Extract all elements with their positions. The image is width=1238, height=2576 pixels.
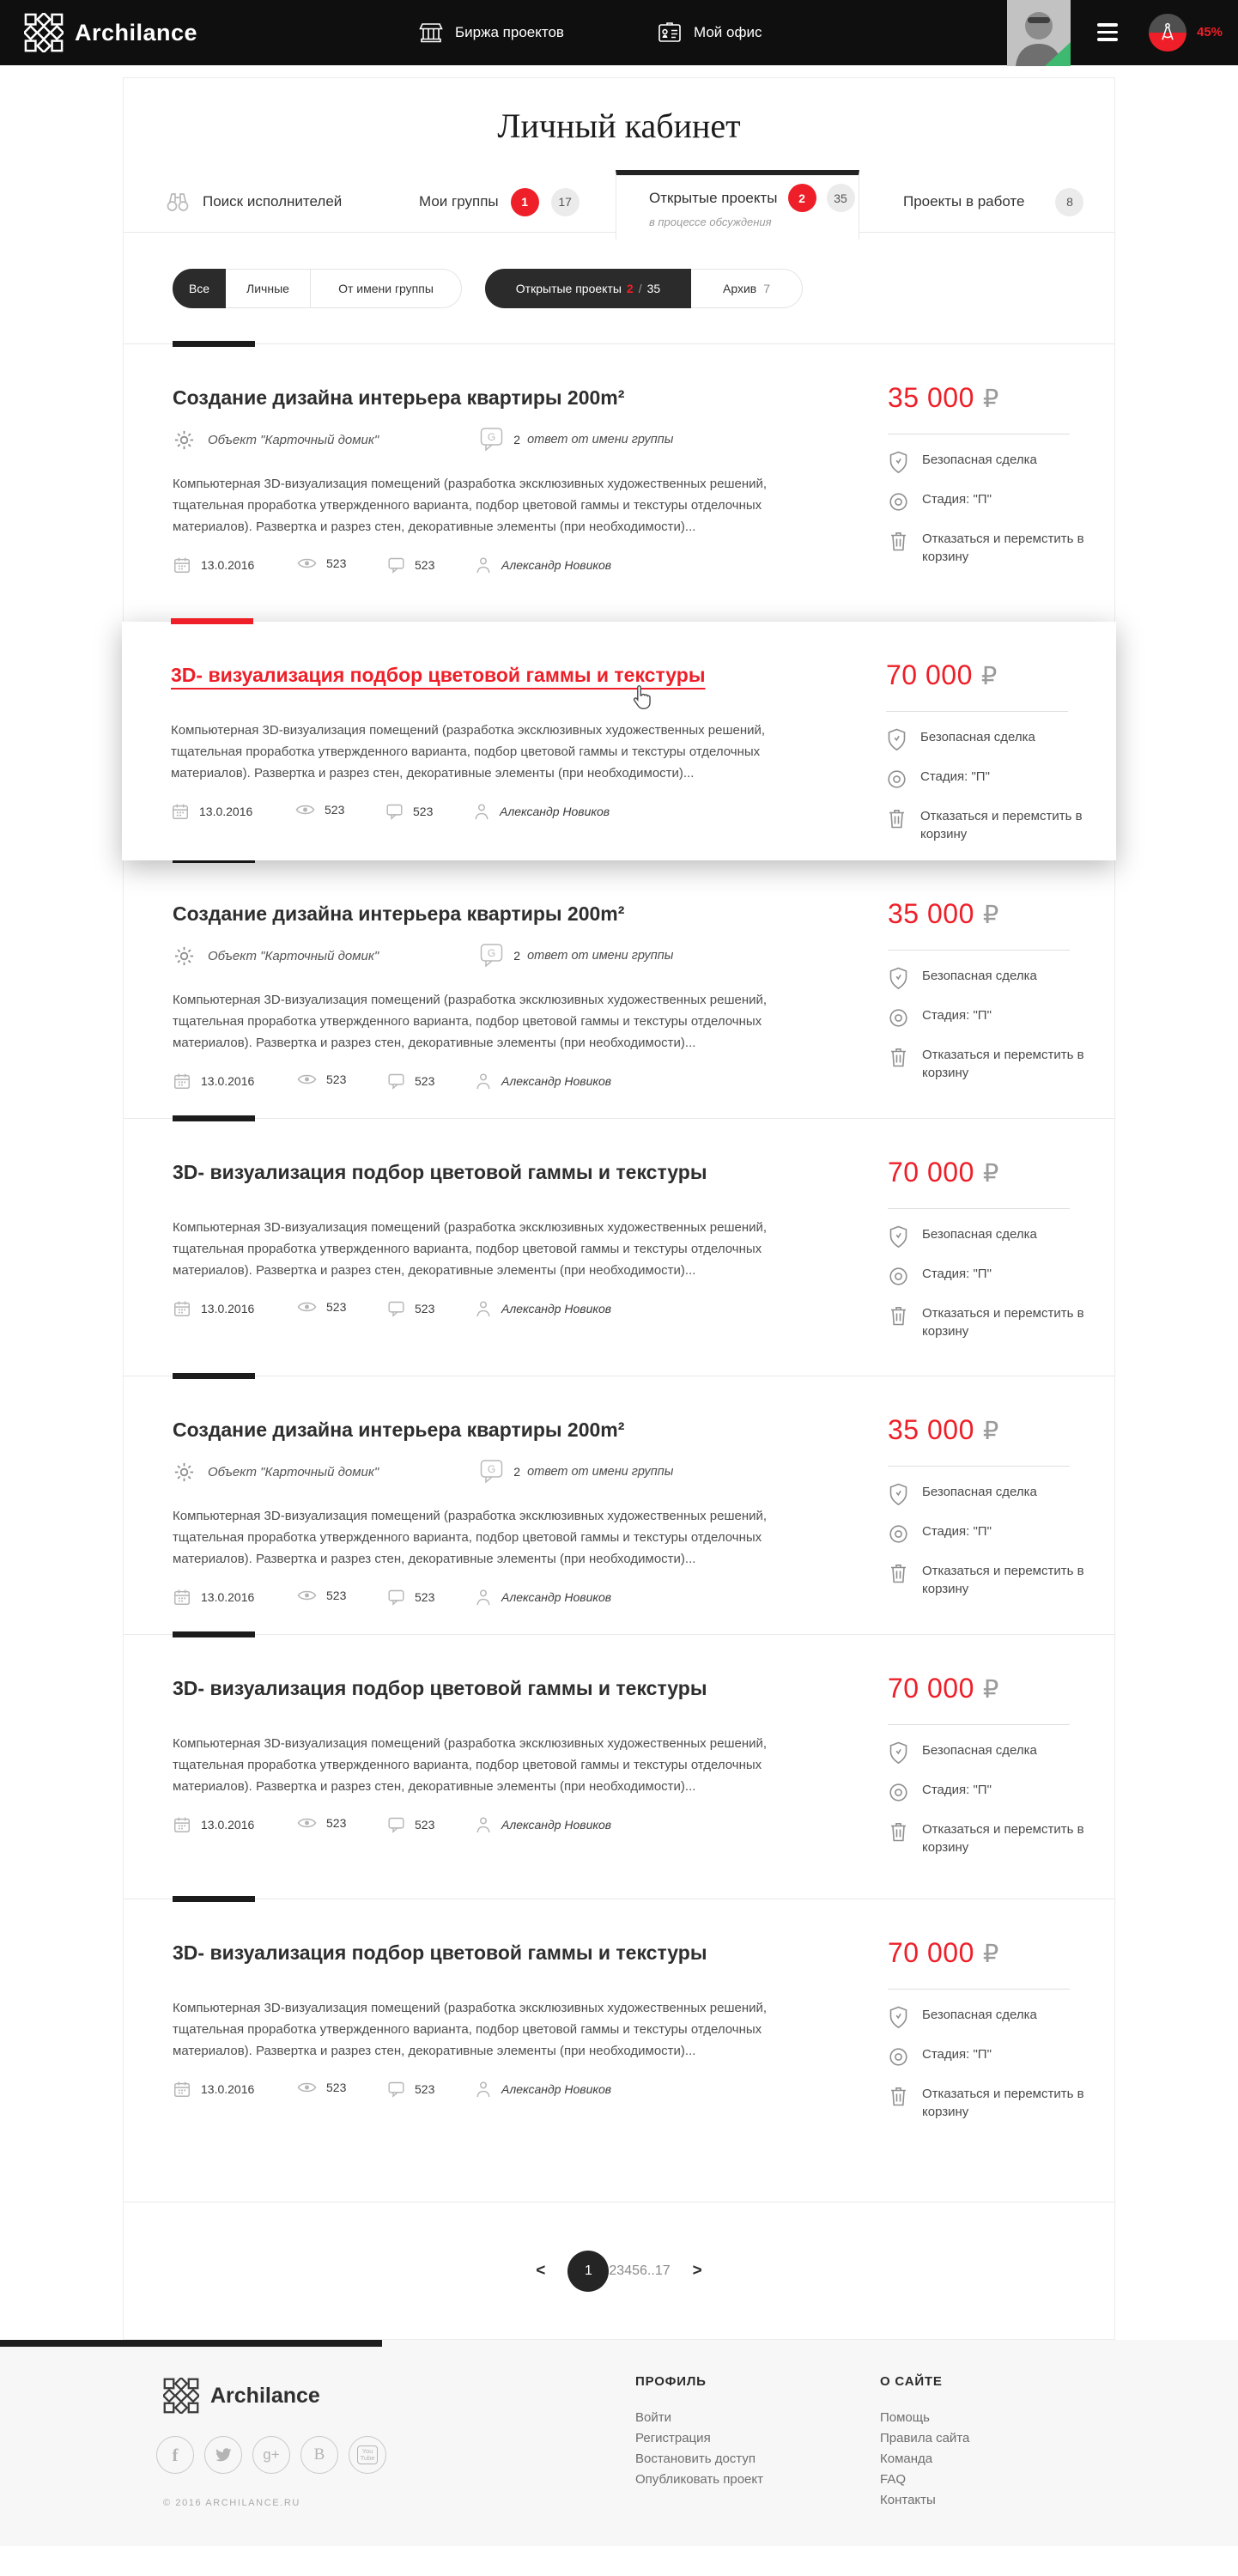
project-description: Компьютерная 3D-визуализация помещений (разработка эксклюзивных художественных решений, тщательная проработка утвержденного варианта, подбор цветовой гаммы и текстуры отделочных материалов). Развертка и разрез стен, декоративные элементы (при необходимости)... — [173, 2001, 768, 2058]
shield-icon — [888, 1741, 909, 1765]
project-title-link[interactable]: 3D- визуализация подбор цветовой гаммы и текстуры — [173, 1677, 707, 1699]
filter-all-button[interactable]: Все — [173, 269, 226, 308]
views-count: 523 — [297, 556, 346, 571]
target-icon — [888, 1781, 909, 1804]
target-icon — [888, 490, 909, 513]
ruble-sign: ₽ — [982, 1160, 999, 1188]
nav-my-office[interactable] — [658, 0, 762, 65]
pagination-page-current[interactable]: 1 — [567, 2251, 609, 2292]
discard-to-trash-row[interactable]: Отказаться и перемстить в корзину — [888, 1304, 1099, 1340]
brand-logo[interactable] — [24, 13, 197, 52]
side-divider — [888, 1466, 1070, 1467]
comments-count: 523 — [387, 1588, 434, 1606]
ownership-filter-group — [173, 269, 462, 308]
calendar-icon — [173, 556, 191, 574]
shield-icon — [888, 1225, 909, 1249]
open-new-count: 2 — [626, 282, 634, 295]
archilance-logo-icon — [163, 2378, 199, 2414]
discard-to-trash-row[interactable]: Отказаться и перемстить в корзину — [888, 1046, 1099, 1082]
pagination-page[interactable]: .. — [646, 2263, 655, 2278]
trash-icon — [888, 1820, 909, 1844]
comment-icon — [387, 2080, 405, 2098]
target-icon — [886, 768, 907, 791]
mouse-pointer-hand-icon — [630, 683, 653, 711]
trash-icon — [886, 807, 907, 830]
total-count-badge: 17 — [551, 188, 580, 216]
views-count: 523 — [297, 1588, 346, 1603]
project-meta-row — [173, 427, 673, 453]
shield-icon — [888, 1483, 909, 1506]
footer-logo[interactable] — [163, 2378, 320, 2414]
project-author[interactable]: Александр Новиков — [475, 1299, 611, 1318]
project-title-link[interactable]: Создание дизайна интерьера квартиры 200m² — [173, 386, 625, 409]
svg-text:G: G — [488, 1463, 496, 1475]
drafting-compass-icon — [1158, 21, 1177, 44]
views-count: 523 — [297, 1299, 346, 1315]
pagination-prev-arrow[interactable]: < — [536, 2261, 546, 2280]
side-divider — [888, 1208, 1070, 1209]
project-object-link[interactable]: Объект "Карточный домик" — [208, 1464, 379, 1479]
facebook-icon[interactable]: f — [156, 2436, 194, 2474]
target-icon — [888, 1522, 909, 1546]
user-avatar[interactable] — [1007, 0, 1071, 66]
publish-date: 13.0.2016 — [173, 2080, 254, 2099]
project-author[interactable]: Александр Новиков — [475, 1072, 611, 1091]
avatar-photo — [1007, 0, 1071, 66]
pagination-page[interactable]: 2 — [609, 2263, 617, 2278]
price-value: 70 000 — [888, 1937, 974, 1968]
tab-subtitle: в процессе обсуждения — [649, 216, 772, 228]
project-card[interactable] — [124, 1118, 1114, 1376]
profile-progress-value: 45% — [1197, 25, 1223, 39]
eye-icon — [297, 1072, 317, 1087]
brand-name: Archilance — [75, 19, 198, 46]
person-icon — [475, 2080, 492, 2099]
safe-deal-row[interactable]: Безопасная сделка — [888, 451, 1037, 474]
pagination-page[interactable]: 6 — [640, 2263, 647, 2278]
tab-my-groups[interactable] — [419, 171, 580, 233]
id-card-icon — [658, 21, 682, 44]
project-description: Компьютерная 3D-визуализация помещений (разработка эксклюзивных художественных решений, тщательная проработка утвержденного варианта, подбор цветовой гаммы и текстуры отделочных материалов). Развертка и разрез стен, декоративные элементы (при необходимости)... — [173, 993, 768, 1050]
tab-open-projects-active[interactable] — [616, 170, 859, 240]
comments-count: 523 — [387, 1299, 434, 1317]
project-description: Компьютерная 3D-визуализация помещений (разработка эксклюзивных художественных решений, тщательная проработка утвержденного варианта, подбор цветовой гаммы и текстуры отделочных материалов). Развертка и разрез стен, декоративные элементы (при необходимости)... — [173, 1509, 768, 1566]
card-top-marker — [171, 618, 253, 624]
pagination-pages — [567, 2251, 670, 2292]
price-value: 35 000 — [888, 382, 974, 413]
project-description: Компьютерная 3D-визуализация помещений (разработка эксклюзивных художественных решений, тщательная проработка утвержденного варианта, подбор цветовой гаммы и текстуры отделочных материалов). Развертка и разрез стен, декоративные элементы (при необходимости)... — [173, 1736, 768, 1794]
trash-icon — [888, 1562, 909, 1585]
tab-projects-in-progress[interactable] — [903, 171, 1083, 233]
total-count-badge: 8 — [1055, 188, 1083, 216]
pagination-page[interactable]: 5 — [632, 2263, 640, 2278]
profile-progress-meter[interactable] — [1149, 14, 1186, 52]
project-card[interactable] — [124, 1899, 1114, 2202]
ruble-sign: ₽ — [982, 1941, 999, 1968]
group-replies-label: ответ от имени группы — [527, 433, 674, 447]
ruble-sign: ₽ — [980, 663, 998, 690]
comment-icon — [385, 802, 404, 820]
project-price — [888, 1937, 998, 1969]
binoculars-icon — [165, 191, 191, 213]
filter-group-button[interactable]: От имени группы — [311, 269, 462, 308]
publish-date: 13.0.2016 — [171, 802, 252, 821]
calendar-icon — [171, 802, 190, 821]
ruble-sign: ₽ — [982, 902, 999, 929]
project-title-link[interactable]: Создание дизайна интерьера квартиры 200m² — [173, 902, 625, 925]
project-author[interactable]: Александр Новиков — [475, 2080, 611, 2099]
project-title-link[interactable]: 3D- визуализация подбор цветовой гаммы и текстуры — [171, 664, 706, 686]
pagination-page[interactable]: 3 — [616, 2263, 625, 2278]
footer-link[interactable]: Помощь — [880, 2410, 930, 2425]
footer-column-about — [880, 2374, 969, 2511]
calendar-icon — [173, 2080, 191, 2099]
person-icon — [475, 1815, 492, 1834]
views-count: 523 — [297, 1072, 346, 1087]
project-list — [124, 344, 1114, 2202]
project-card[interactable] — [124, 1376, 1114, 1634]
google-plus-icon[interactable]: g+ — [252, 2436, 290, 2474]
stage-row[interactable]: Стадия: "П" — [888, 2045, 992, 2069]
comment-icon — [387, 556, 405, 574]
comment-icon — [387, 1588, 405, 1606]
group-replies-count: 2 — [513, 949, 521, 963]
project-description: Компьютерная 3D-визуализация помещений (разработка эксклюзивных художественных решений, тщательная проработка утвержденного варианта, подбор цветовой гаммы и текстуры отделочных материалов). Развертка и разрез стен, декоративные элементы (при необходимости)... — [173, 1220, 768, 1278]
safe-deal-row[interactable]: Безопасная сделка — [886, 728, 1035, 751]
safe-deal-row[interactable]: Безопасная сделка — [888, 1225, 1037, 1249]
person-icon — [473, 802, 490, 821]
eye-icon — [297, 1815, 317, 1831]
side-divider — [888, 1724, 1070, 1725]
project-price — [888, 1673, 998, 1704]
calendar-icon — [173, 1815, 191, 1834]
footer-column-title: ПРОФИЛЬ — [635, 2374, 707, 2389]
comment-icon — [387, 1072, 405, 1090]
publish-date: 13.0.2016 — [173, 1588, 254, 1607]
youtube-icon[interactable]: You Tube — [349, 2436, 386, 2474]
project-price — [888, 898, 998, 930]
new-count-badge: 1 — [511, 188, 539, 216]
project-title-link[interactable]: Создание дизайна интерьера квартиры 200m² — [173, 1419, 625, 1441]
eye-icon — [297, 556, 317, 571]
svg-text:G: G — [488, 431, 496, 443]
project-title-link[interactable]: 3D- визуализация подбор цветовой гаммы и текстуры — [173, 1161, 707, 1183]
side-divider — [888, 950, 1070, 951]
menu-hamburger-icon[interactable] — [1097, 23, 1118, 41]
comments-count: 523 — [385, 802, 433, 820]
social-links — [156, 2436, 386, 2474]
ruble-sign: ₽ — [982, 1676, 999, 1704]
project-card[interactable] — [122, 622, 1116, 860]
project-object-link[interactable]: Объект "Карточный домик" — [208, 432, 379, 447]
top-header — [0, 0, 1238, 65]
safe-deal-row[interactable]: Безопасная сделка — [888, 967, 1037, 990]
discard-to-trash-row[interactable]: Отказаться и перемстить в корзину — [888, 1820, 1099, 1856]
side-divider — [888, 1989, 1070, 1990]
project-author[interactable]: Александр Новиков — [475, 556, 611, 574]
pagination-page[interactable]: 17 — [654, 2263, 671, 2278]
tab-label: Поиск исполнителей — [203, 193, 343, 210]
project-stats-row — [173, 1299, 799, 1321]
project-price — [888, 1157, 998, 1188]
views-count: 523 — [297, 1815, 346, 1831]
comments-count: 523 — [387, 556, 434, 574]
archive-count: 7 — [763, 282, 771, 295]
price-value: 35 000 — [888, 1414, 974, 1445]
project-object-link[interactable]: Объект "Карточный домик" — [208, 948, 379, 963]
eye-icon — [297, 1588, 317, 1603]
project-stats-row — [173, 1588, 799, 1610]
footer-link[interactable]: Команда — [880, 2451, 933, 2466]
stage-row[interactable]: Стадия: "П" — [886, 768, 990, 791]
shield-icon — [888, 967, 909, 990]
footer-link[interactable]: FAQ — [880, 2472, 907, 2487]
filter-bar — [124, 233, 1114, 344]
project-price — [888, 382, 998, 414]
bank-icon — [419, 21, 443, 44]
trash-icon — [888, 530, 909, 553]
group-reply-bubble-icon — [480, 1459, 503, 1485]
stage-row[interactable]: Стадия: "П" — [888, 1006, 992, 1030]
tab-label: Мои группы — [419, 193, 499, 210]
footer-links — [635, 2408, 763, 2490]
behance-icon[interactable]: B — [300, 2436, 338, 2474]
group-replies-count: 2 — [513, 433, 521, 447]
project-price — [886, 659, 997, 691]
card-top-marker — [173, 1896, 255, 1902]
ruble-sign: ₽ — [982, 386, 999, 413]
twitter-icon[interactable] — [204, 2436, 242, 2474]
discard-to-trash-row[interactable]: Отказаться и перемстить в корзину — [888, 530, 1099, 566]
footer-link[interactable]: Востановить доступ — [635, 2451, 756, 2466]
discard-to-trash-row[interactable]: Отказаться и перемстить в корзину — [886, 807, 1097, 843]
card-top-marker — [173, 341, 255, 347]
eye-icon — [297, 2080, 317, 2095]
publish-date: 13.0.2016 — [173, 1072, 254, 1091]
price-value: 35 000 — [888, 898, 974, 929]
nav-project-exchange[interactable] — [419, 0, 564, 65]
calendar-icon — [173, 1072, 191, 1091]
footer-column-profile — [635, 2374, 763, 2490]
trash-icon — [888, 1304, 909, 1327]
gear-icon — [173, 428, 196, 452]
target-icon — [888, 1265, 909, 1288]
group-replies-label: ответ от имени группы — [527, 1465, 674, 1479]
views-count: 523 — [295, 802, 344, 817]
tab-label: Открытые проекты — [649, 189, 778, 206]
discard-to-trash-row[interactable]: Отказаться и перемстить в корзину — [888, 2085, 1099, 2121]
person-icon — [475, 1299, 492, 1318]
filter-personal-button[interactable]: Личные — [226, 269, 311, 308]
price-value: 70 000 — [886, 659, 973, 690]
stage-row[interactable]: Стадия: "П" — [888, 1781, 992, 1804]
price-value: 70 000 — [888, 1673, 974, 1704]
calendar-icon — [173, 1588, 191, 1607]
safe-deal-row[interactable]: Безопасная сделка — [888, 1483, 1037, 1506]
publish-date: 13.0.2016 — [173, 1299, 254, 1318]
shield-icon — [888, 451, 909, 474]
total-count-badge: 35 — [827, 184, 855, 212]
card-top-marker — [173, 1115, 255, 1121]
project-price — [888, 1414, 998, 1446]
footer-brand-name: Archilance — [210, 2383, 320, 2408]
project-description: Компьютерная 3D-визуализация помещений (разработка эксклюзивных художественных решений, тщательная проработка утвержденного варианта, подбор цветовой гаммы и текстуры отделочных материалов). Развертка и разрез стен, декоративные элементы (при необходимости)... — [173, 477, 768, 534]
filter-archive-button[interactable]: Архив 7 — [691, 269, 803, 308]
project-stats-row — [173, 1072, 799, 1094]
safe-deal-row[interactable]: Безопасная сделка — [888, 1741, 1037, 1765]
new-count-badge: 2 — [788, 184, 816, 212]
stage-row[interactable]: Стадия: "П" — [888, 1522, 992, 1546]
project-stats-row — [171, 802, 798, 824]
project-description: Компьютерная 3D-визуализация помещений (разработка эксклюзивных художественных решений, тщательная проработка утвержденного варианта, подбор цветовой гаммы и текстуры отделочных материалов). Развертка и разрез стен, декоративные элементы (при необходимости)... — [171, 723, 766, 781]
project-stats-row — [173, 556, 799, 578]
eye-icon — [295, 802, 315, 817]
price-value: 70 000 — [888, 1157, 974, 1188]
card-top-marker — [173, 1631, 255, 1637]
target-icon — [888, 2045, 909, 2069]
publish-date: 13.0.2016 — [173, 556, 254, 574]
person-icon — [475, 1588, 492, 1607]
footer-links — [880, 2408, 969, 2511]
person-icon — [475, 556, 492, 574]
footer — [0, 2340, 1238, 2546]
project-author[interactable]: Александр Новиков — [473, 802, 610, 821]
gear-icon — [173, 945, 196, 968]
project-meta-row — [173, 943, 673, 969]
pagination-next-arrow[interactable]: > — [692, 2261, 702, 2280]
project-meta-row — [173, 1459, 673, 1485]
group-reply-bubble-icon — [480, 943, 503, 969]
footer-link[interactable]: Правила сайта — [880, 2431, 970, 2445]
trash-icon — [888, 1046, 909, 1069]
stage-row[interactable]: Стадия: "П" — [888, 1265, 992, 1288]
group-replies-label: ответ от имени группы — [527, 949, 674, 963]
comments-count: 523 — [387, 2080, 434, 2098]
pagination — [124, 2202, 1114, 2339]
nav-label: Мой офис — [694, 24, 762, 40]
discard-to-trash-row[interactable]: Отказаться и перемстить в корзину — [888, 1562, 1099, 1598]
footer-link[interactable]: Контакты — [880, 2493, 936, 2507]
views-count: 523 — [297, 2080, 346, 2095]
project-card[interactable] — [124, 860, 1114, 1118]
tab-label: Проекты в работе — [903, 193, 1025, 210]
project-card[interactable] — [124, 1634, 1114, 1899]
gear-icon — [173, 1461, 196, 1484]
comment-icon — [387, 1815, 405, 1833]
tab-bar — [124, 171, 1114, 233]
shield-icon — [886, 728, 907, 751]
comments-count: 523 — [387, 1815, 434, 1833]
main-container — [123, 77, 1115, 2340]
project-title-link[interactable]: 3D- визуализация подбор цветовой гаммы и текстуры — [173, 1941, 707, 1964]
page-title: Личный кабинет — [497, 106, 741, 145]
nav-label: Биржа проектов — [455, 24, 564, 40]
svg-text:G: G — [488, 947, 496, 959]
trash-icon — [888, 2085, 909, 2108]
footer-link[interactable]: Войти — [635, 2410, 671, 2425]
open-total-count: 35 — [646, 282, 661, 295]
safe-deal-row[interactable]: Безопасная сделка — [888, 2006, 1037, 2029]
side-divider — [886, 711, 1068, 712]
ruble-sign: ₽ — [982, 1418, 999, 1445]
project-card[interactable] — [124, 344, 1114, 622]
comment-icon — [387, 1299, 405, 1317]
target-icon — [888, 1006, 909, 1030]
stage-row[interactable]: Стадия: "П" — [888, 490, 992, 513]
footer-link[interactable]: Регистрация — [635, 2431, 711, 2445]
title-block — [124, 78, 1114, 171]
tab-search-executors[interactable] — [165, 171, 342, 233]
project-stats-row — [173, 1815, 799, 1838]
filter-open-projects-button[interactable]: Открытые проекты 2 / 35 — [485, 269, 691, 308]
shield-icon — [888, 2006, 909, 2029]
group-reply-bubble-icon — [480, 427, 503, 453]
person-icon — [475, 1072, 492, 1091]
archilance-logo-icon — [24, 13, 64, 52]
group-replies-count: 2 — [513, 1465, 521, 1479]
copyright: © 2016 ARCHILANCE.RU — [163, 2498, 300, 2508]
comments-count: 523 — [387, 1072, 434, 1090]
footer-link[interactable]: Опубликовать проект — [635, 2472, 763, 2487]
project-author[interactable]: Александр Новиков — [475, 1815, 611, 1834]
calendar-icon — [173, 1299, 191, 1318]
publish-date: 13.0.2016 — [173, 1815, 254, 1834]
project-author[interactable]: Александр Новиков — [475, 1588, 611, 1607]
footer-column-title: О САЙТЕ — [880, 2374, 943, 2389]
project-stats-row — [173, 2080, 799, 2102]
status-filter-group — [485, 269, 803, 308]
pagination-page[interactable]: 4 — [624, 2263, 633, 2278]
eye-icon — [297, 1299, 317, 1315]
card-top-marker — [173, 1373, 255, 1379]
